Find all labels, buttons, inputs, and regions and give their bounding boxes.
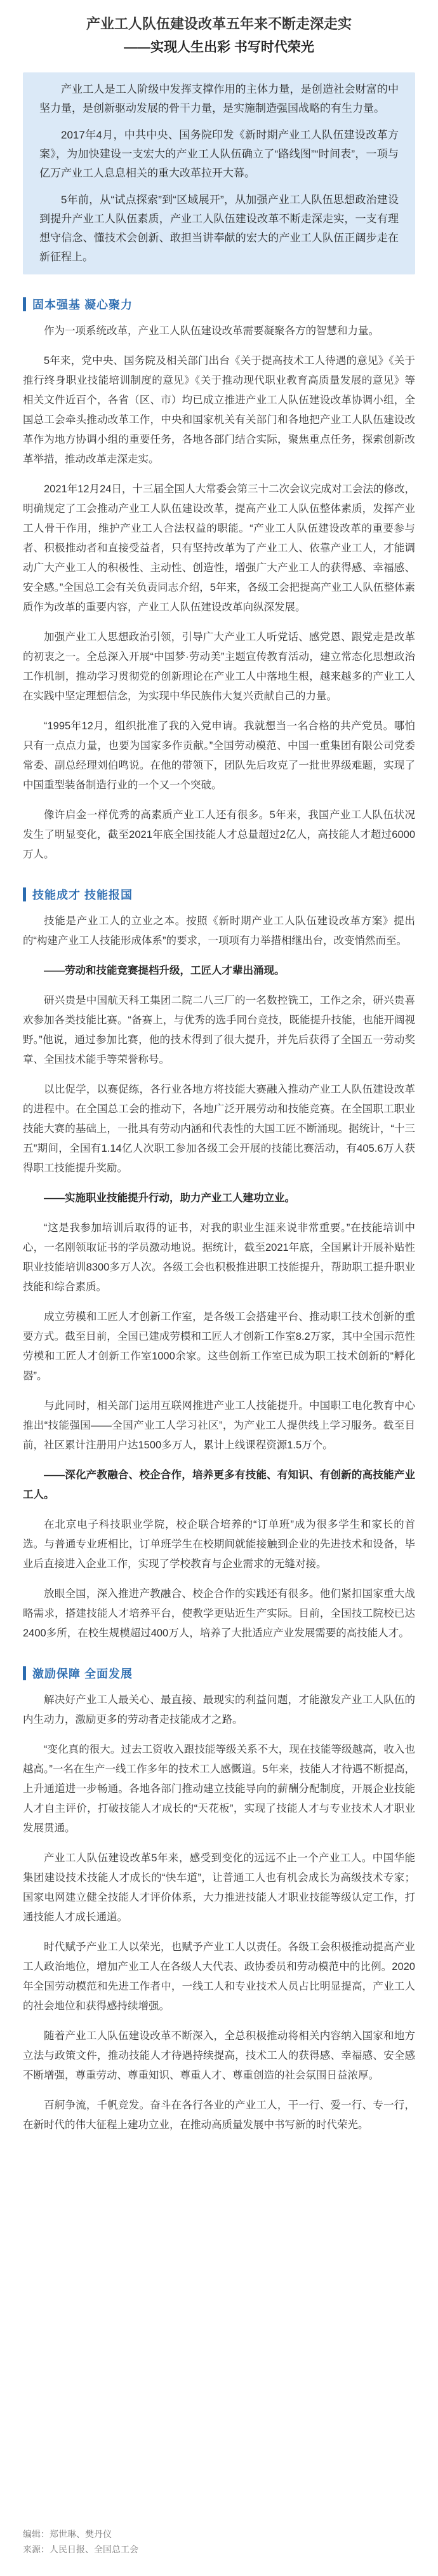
subheading-paragraph: ——劳动和技能竞赛提档升级，工匠人才辈出涌现。	[44, 965, 285, 976]
intro-paragraph: 产业工人是工人阶级中发挥支撑作用的主体力量，是创造社会财富的中坚力量，是创新驱动发展的骨干力量，是实施制造强国战略的有生力量。	[39, 83, 399, 114]
body-paragraph: 研兴贵是中国航天科工集团二院二八三厂的一名数控铣工，工作之余，研兴贵喜欢参加各类技能比赛。“备赛上，与优秀的选手同台竞技，既能提升技能，也能开阔视野。”他说，通过参加比赛，他的技术得到了很大提升，并先后获得了全国五一劳动奖章、全国技术能手等荣誉称号。	[23, 995, 415, 1065]
body-paragraph: 解决好产业工人最关心、最直接、最现实的利益问题，才能激发产业工人队伍的内生动力，激励更多的劳动者走技能成才之路。	[23, 1694, 415, 1725]
intro-paragraph: 2017年4月，中共中央、国务院印发《新时期产业工人队伍建设改革方案》，为加快建设一支宏大的产业工人队伍确立了“路线图”“时间表”，一项与亿万产业工人息息相关的重大改革拉开大幕。	[39, 129, 399, 179]
body-paragraph: “变化真的很大。过去工资收入跟技能等级关系不大，现在技能等级越高，收入也越高。”一名在生产一线工作多年的技术工人感慨道。5年来，技能人才待遇不断提高，上升通道进一步畅通。各地各部门推动建立技能导向的薪酬分配制度，开展企业技能人才自主评价，打破技能人才成长的“天花板”，实现了技能人才与专业技术人才职业发展贯通。	[23, 1744, 415, 1834]
body-paragraph: 成立劳模和工匠人才创新工作室，是各级工会搭建平台、推动职工技术创新的重要方式。截至目前，全国已建成劳模和工匠人才创新工作室8.2万家，其中全国示范性劳模和工匠人才创新工作室1000余家。这些创新工作室已成为职工技术创新的“孵化器”。	[23, 1311, 415, 1382]
body-paragraph: 在北京电子科技职业学院，校企联合培养的“订单班”成为很多学生和家长的首选。与普通专业班相比，订单班学生在校期间就能接触到企业的先进技术和设备，毕业后直接进入企业工作，实现了学校教育与企业需求的无缝对接。	[23, 1519, 415, 1570]
intro-paragraph: 5年前，从“试点探索”到“区域展开”，从加强产业工人队伍思想政治建设到提升产业工人队伍素质，产业工人队伍建设改革不断走深走实，一支有理想守信念、懂技术会创新、敢担当讲奉献的宏大的产业工人队伍正阔步走在新征程上。	[39, 194, 399, 263]
article-section	[23, 296, 415, 865]
section-body	[23, 912, 415, 1643]
body-paragraph: 与此同时，相关部门运用互联网推进产业工人技能提升。中国职工电化教育中心推出“技能强国——全国产业工人学习社区”，为产业工人提供线上学习服务。截至目前，社区累计注册用户达1500多万人，累计上线课程资源1.5万个。	[23, 1400, 415, 1451]
editor-credit: 编辑：郑世琳、樊丹仪	[23, 2529, 112, 2539]
section-body	[23, 1690, 415, 2135]
section-heading-text: 激励保障 全面发展	[32, 1668, 133, 1680]
body-paragraph: 2021年12月24日，十三届全国人大常委会第三十二次会议完成对工会法的修改，明确规定了工会推动产业工人队伍建设改革，提高产业工人队伍整体素质，发挥产业工人骨干作用，维护产业工人合法权益的职能。“产业工人队伍建设改革的重要参与者、积极推动者和直接受益者，只有坚持改革为了产业工人、依靠产业工人，才能调动广大产业工人的积极性、主动性、创造性，增强广大产业工人的获得感、幸福感、安全感。”全国总工会有关负责同志介绍，5年来，各级工会把提高产业工人队伍整体素质作为改革的重要内容，产业工人队伍建设改革向纵深发展。	[23, 483, 415, 613]
source-credit: 来源：人民日报、全国总工会	[23, 2544, 138, 2554]
article-footer	[23, 2526, 138, 2557]
body-paragraph: 像许启金一样优秀的高素质产业工人还有很多。5年来，我国产业工人队伍状况发生了明显变化，截至2021年底全国技能人才总量超过2亿人，高技能人才超过6000万人。	[23, 809, 415, 860]
body-paragraph: 百舸争流，千帆竞发。奋斗在各行各业的产业工人，干一行、爱一行、专一行，在新时代的伟大征程上建功立业，在推动高质量发展中书写新的时代荣光。	[23, 2100, 415, 2131]
body-paragraph: “1995年12月，组织批准了我的入党申请。我就想当一名合格的共产党员。哪怕只有一点点力量，也要为国家多作贡献。”全国劳动模范、中国一重集团有限公司党委常委、副总经理刘伯鸣说。在他的带领下，团队先后攻克了一批世界级难题，实现了中国重型装备制造行业的一个又一个突破。	[23, 720, 415, 791]
body-paragraph: 时代赋予产业工人以荣光，也赋予产业工人以责任。各级工会积极推动提高产业工人政治地位，增加产业工人在各级人大代表、政协委员和劳动模范中的比例。2020年全国劳动模范和先进工作者中，一线工人和专业技术人员占比明显提高，产业工人的社会地位和获得感持续增强。	[23, 1941, 415, 2012]
body-paragraph: 技能是产业工人的立业之本。按照《新时期产业工人队伍建设改革方案》提出的“构建产业工人技能形成体系”的要求，一项项有力举措相继出台，改变悄然而至。	[23, 915, 415, 947]
section-marker	[23, 297, 26, 311]
body-paragraph: 以比促学，以赛促练，各行业各地方将技能大赛融入推动产业工人队伍建设改革的进程中。在全国总工会的推动下，各地广泛开展劳动和技能竞赛。在全国职工职业技能大赛的基础上，一批具有劳动内涵和代表性的大国工匠不断涌现。据统计，“十三五”期间，全国有1.14亿人次职工参加各级工会开展的技能比赛活动，有405.6万人获得职工技能提升奖励。	[23, 1084, 415, 1174]
body-paragraph: 5年来，党中央、国务院及相关部门出台《关于提高技术工人待遇的意见》《关于推行终身职业技能培训制度的意见》《关于推动现代职业教育高质量发展的意见》等相关文件近百个，各省（区、市）均已成立推进产业工人队伍建设改革协调小组，全国总工会牵头推动改革工作，中央和国家机关有关部门和各地把产业工人队伍建设改革作为地方协调小组的重要任务，各地各部门结合实际，聚焦重点任务，探索创新改革举措，推动改革走深走实。	[23, 355, 415, 465]
body-paragraph: 加强产业工人思想政治引领，引导广大产业工人听党话、感党恩、跟党走是改革的初衷之一。全总深入开展“中国梦·劳动美”主题宣传教育活动，建立常态化思想政治工作机制，推动学习贯彻党的创新理论在产业工人中落地生根，越来越多的产业工人在实践中坚定理想信念，为实现中华民族伟大复兴贡献自己的力量。	[23, 631, 415, 702]
subheading-paragraph: ——深化产教融合、校企合作，培养更多有技能、有知识、有创新的高技能产业工人。	[23, 1469, 415, 1500]
intro-box	[23, 72, 415, 274]
section-heading-text: 固本强基 凝心聚力	[32, 299, 133, 311]
body-paragraph: 放眼全国，深入推进产教融合、校企合作的实践还有很多。他们紧扣国家重大战略需求，搭建技能人才培养平台，使教学更贴近生产实际。目前，全国技工院校已达2400多所，在校生规模超过400万人，培养了大批适应产业发展需要的高技能人才。	[23, 1588, 415, 1639]
section-body	[23, 321, 415, 865]
body-paragraph: “这是我参加培训后取得的证书，对我的职业生涯来说非常重要。”在技能培训中心，一名刚领取证书的学员激动地说。据统计，截至2021年底，全国累计开展补贴性职业技能培训8300多万人次。各级工会也积极推进职工技能提升，帮助职工提升职业技能和综合素质。	[23, 1222, 415, 1293]
body-paragraph: 产业工人队伍建设改革5年来，感受到变化的远远不止一个产业工人。中国华能集团建设技术技能人才成长的“快车道”，让普通工人也有机会成长为高级技术专家；国家电网建立健全技能人才评价体系，大力推进技能人才职业技能等级认定工作，打通技能人才成长通道。	[23, 1852, 415, 1923]
section-marker	[23, 887, 26, 901]
article-section	[23, 1665, 415, 2135]
section-heading	[23, 296, 415, 313]
section-marker	[23, 1666, 26, 1680]
subheading-paragraph: ——实施职业技能提升行动，助力产业工人建功立业。	[44, 1192, 295, 1204]
article-section	[23, 886, 415, 1643]
section-heading	[23, 886, 415, 903]
section-heading	[23, 1665, 415, 1682]
article-subtitle: ——实现人生出彩 书写时代荣光	[124, 40, 314, 55]
body-paragraph: 作为一项系统改革，产业工人队伍建设改革需要凝聚各方的智慧和力量。	[44, 325, 379, 337]
body-paragraph: 随着产业工人队伍建设改革不断深入，全总积极推动将相关内容纳入国家和地方立法与政策文件，推动技能人才待遇持续提高，技术工人的获得感、幸福感、安全感不断增强，尊重劳动、尊重知识、尊重人才、尊重创造的社会氛围日益浓厚。	[23, 2030, 415, 2081]
article-title: 产业工人队伍建设改革五年来不断走深走实	[86, 16, 352, 32]
section-heading-text: 技能成才 技能报国	[32, 889, 133, 901]
